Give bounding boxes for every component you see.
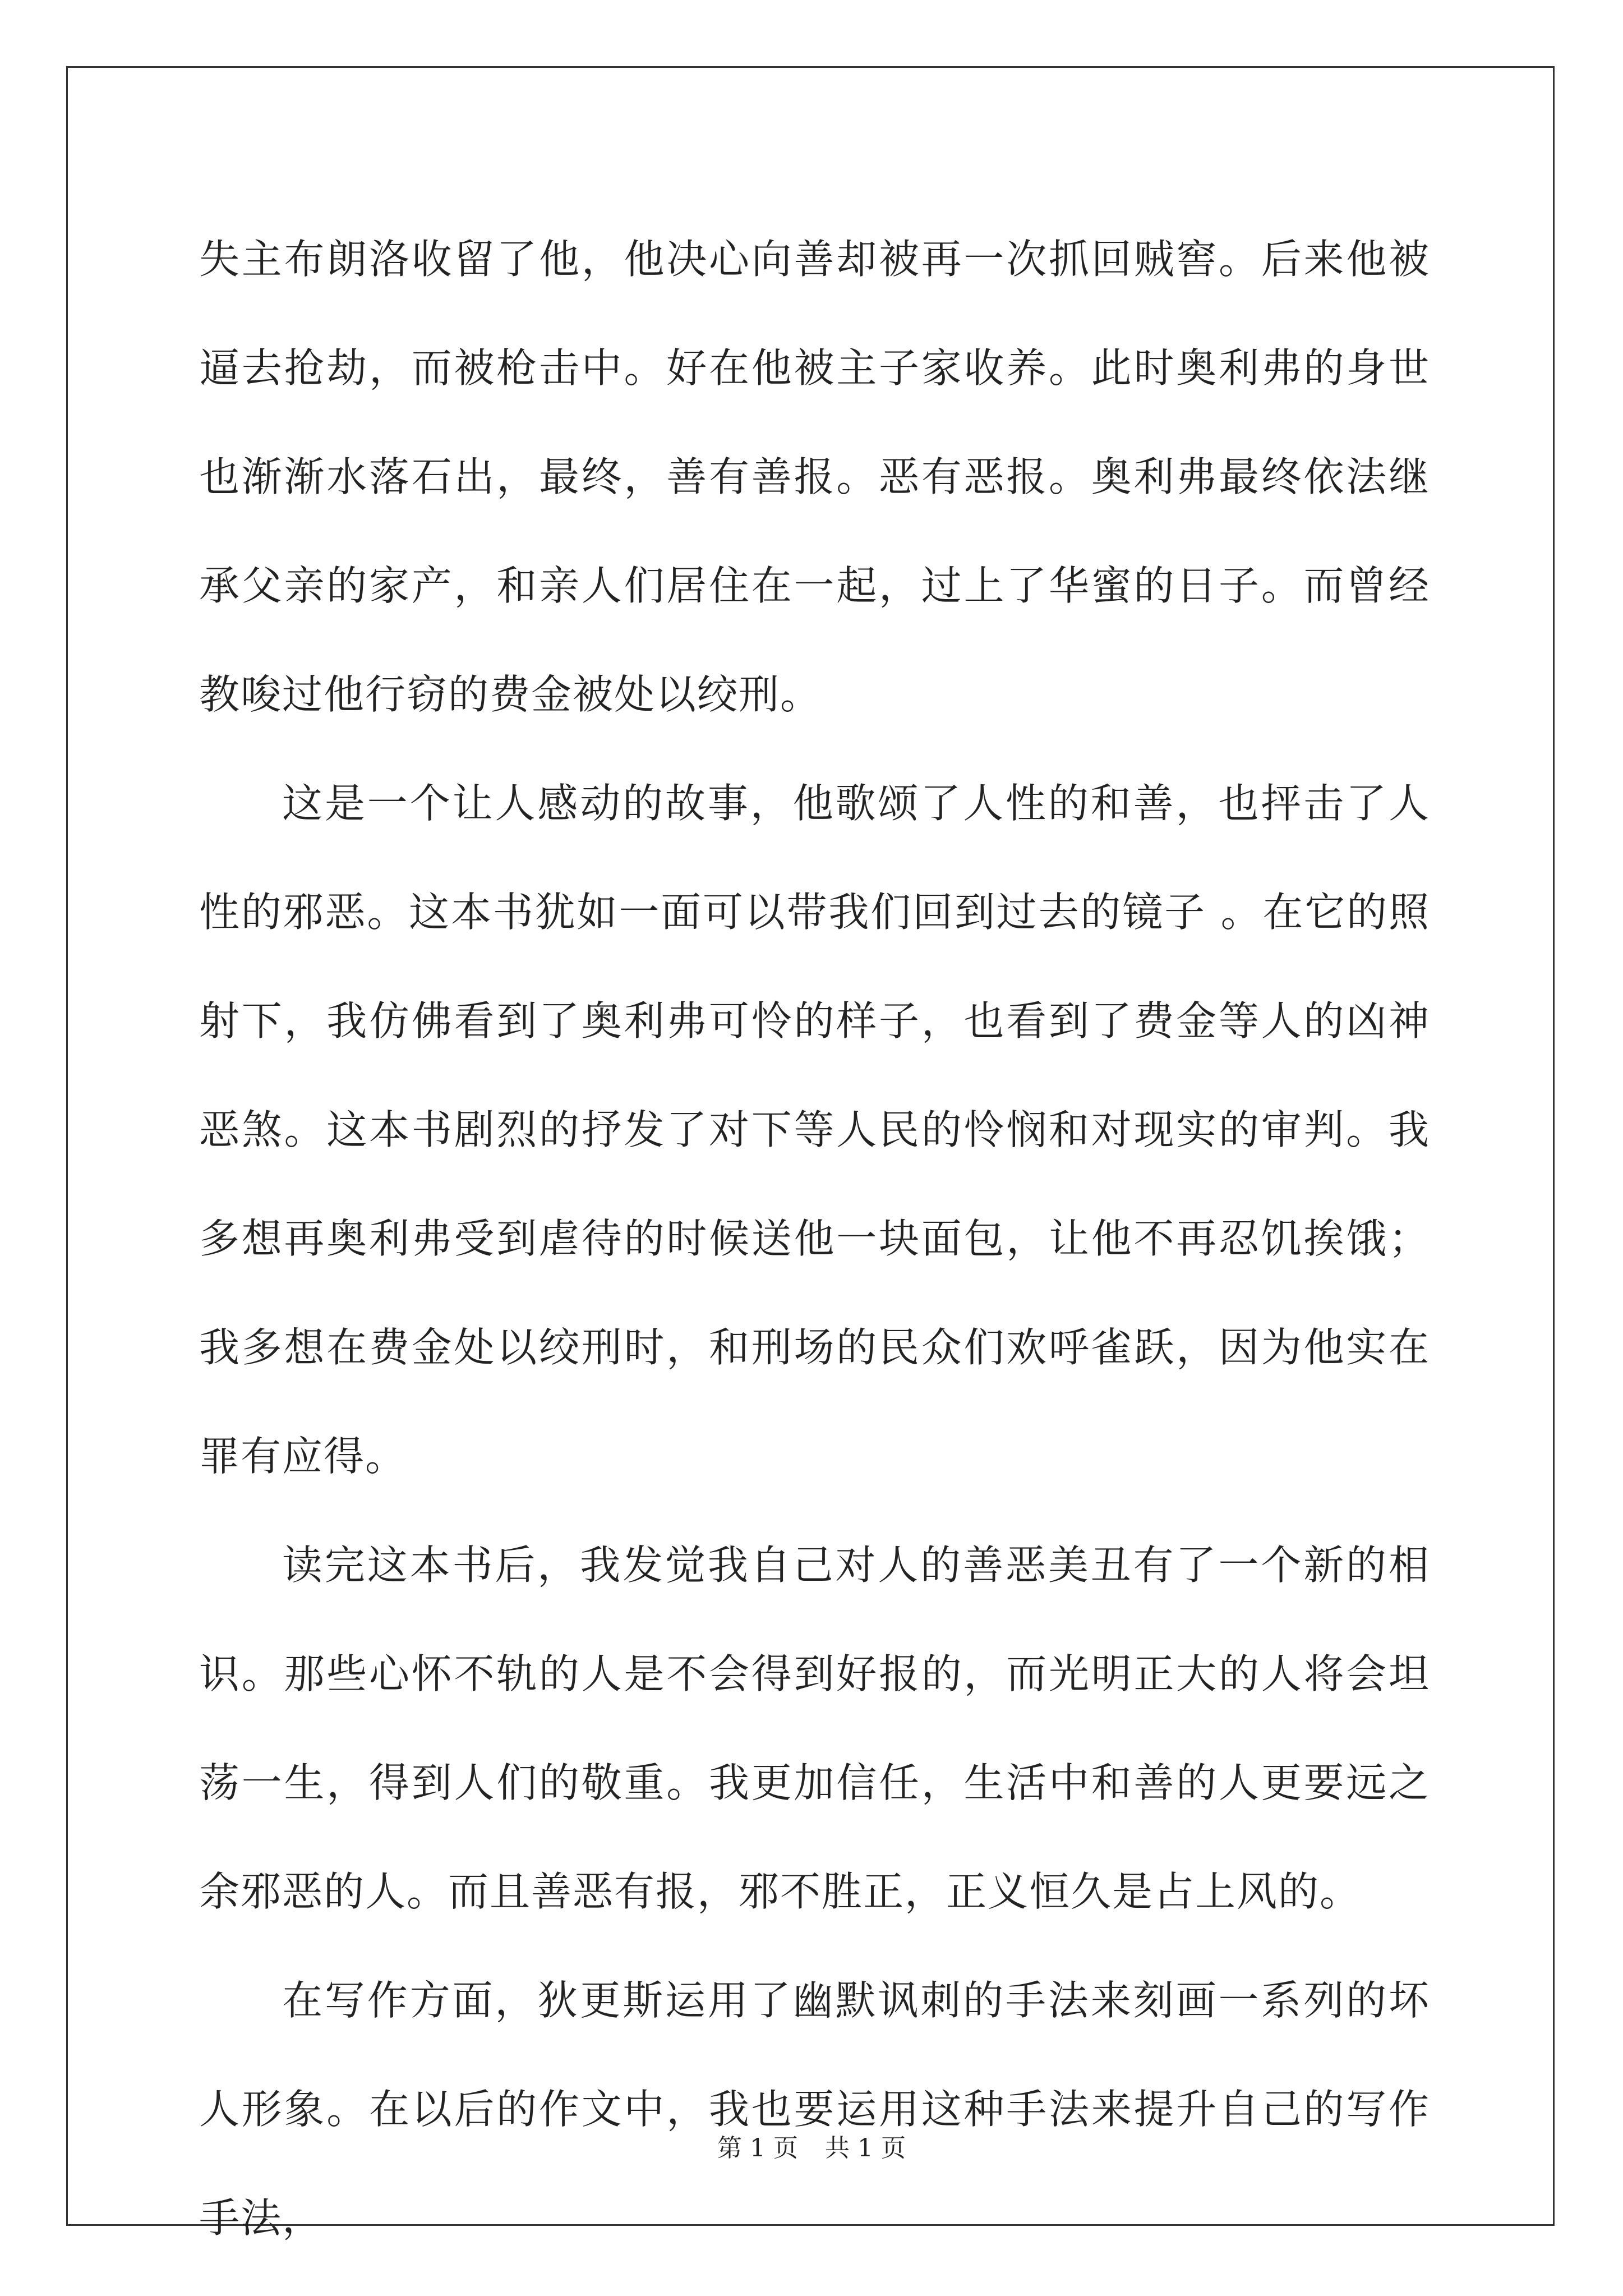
page-total: 共 1 页 — [825, 2134, 906, 2162]
page-number: 第 1 页 — [717, 2134, 798, 2162]
paragraph-1: 失主布朗洛收留了他，他决心向善却被再一次抓回贼窖。后来他被逼去抢劫，而被枪击中。好在他被主子家收养。此时奥利弗的身世也渐渐水落石出，最终，善有善报。恶有恶报。奥利弗最终依法继承父亲的家产，和亲人们居住在一起，过上了华蜜的日子。而曾经教唆过他行窃的费金被处以绞刑。 — [199, 236, 1430, 718]
document-body — [199, 205, 1430, 2272]
page-footer — [0, 2132, 1623, 2165]
paragraph-3: 读完这本书后，我发觉我自己对人的善恶美丑有了一个新的相识。那些心怀不轨的人是不会得到好报的，而光明正大的人将会坦荡一生，得到人们的敬重。我更加信任，生活中和善的人更要远之余邪恶的人。而且善恶有报，邪不胜正，正义恒久是占上风的。 — [199, 1542, 1430, 1915]
paragraph-2: 这是一个让人感动的故事，他歌颂了人性的和善，也抨击了人性的邪恶。这本书犹如一面可以带我们回到过去的镜子 。在它的照射下，我仿佛看到了奥利弗可怜的样子，也看到了费金等人的凶神恶煞。这本书剧烈的抒发了对下等人民的怜悯和对现实的审判。我多想再奥利弗受到虐待的时候送他一块面包，让他不再忍饥挨饿；我多想在费金处以绞刑时，和刑场的民众们欢呼雀跃，因为他实在罪有应得。 — [199, 780, 1430, 1480]
paragraph-4: 在写作方面，狄更斯运用了幽默讽刺的手法来刻画一系列的坏人形象。在以后的作文中，我也要运用这种手法来提升自己的写作手法， — [199, 1977, 1430, 2242]
